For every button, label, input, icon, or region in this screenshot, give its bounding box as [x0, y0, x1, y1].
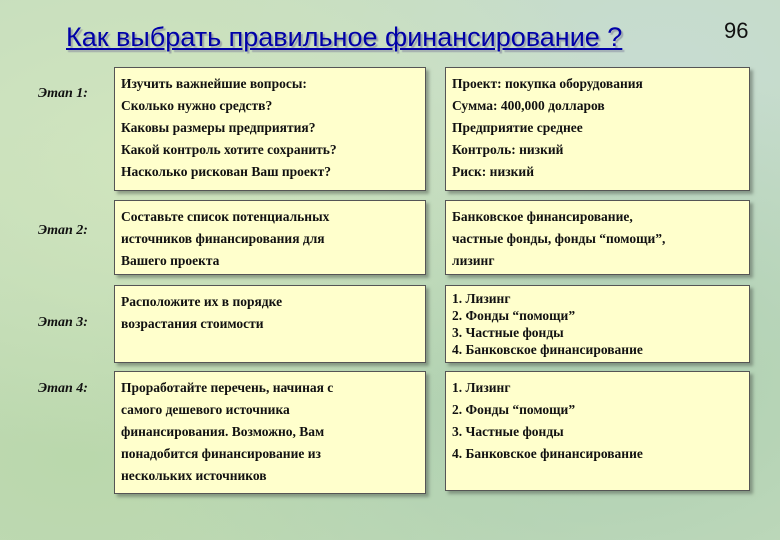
stage-2-example-line: Банковское финансирование, [452, 209, 633, 224]
stage-4-instruction-line: финансирования. Возможно, Вам [121, 424, 325, 439]
stage-2-instructions [114, 200, 426, 275]
stage-3-instructions [114, 285, 426, 363]
slide-title: Как выбрать правильное финансирование ? [66, 22, 623, 52]
stage-4-instruction-line: понадобится финансирование из [121, 446, 321, 461]
stage-2-label: Этап 2: [38, 223, 88, 238]
stage-1-example-line: Сумма: 400,000 долларов [452, 98, 605, 113]
stage-4-example-line: 1. Лизинг [452, 380, 511, 395]
stage-1-instruction-line: Изучить важнейшие вопросы: [121, 76, 307, 91]
page-number: 96 [724, 18, 749, 43]
stage-3-instruction-line: возрастания стоимости [121, 316, 264, 331]
stage-4-label: Этап 4: [38, 381, 88, 396]
stage-4-example-line: 4. Банковское финансирование [452, 446, 643, 461]
stage-4-instruction-line: самого дешевого источника [121, 402, 290, 417]
stage-3-example-line: 2. Фонды “помощи” [452, 308, 576, 323]
stage-3-example [445, 285, 750, 363]
stage-1-example-line: Проект: покупка оборудования [452, 76, 643, 91]
stage-1-label: Этап 1: [38, 86, 88, 101]
stage-2-instruction-line: источников финансирования для [121, 231, 325, 246]
stage-4-example-line: 3. Частные фонды [452, 424, 564, 439]
stage-1-example-line: Контроль: низкий [452, 142, 564, 157]
stage-3-label: Этап 3: [38, 315, 88, 330]
stage-3-instruction-line: Расположите их в порядке [121, 294, 283, 309]
stage-1-example [445, 67, 750, 191]
stage-1-example-line: Риск: низкий [452, 164, 534, 179]
stage-1-instruction-line: Какой контроль хотите сохранить? [121, 142, 337, 157]
stage-4-example-line: 2. Фонды “помощи” [452, 402, 576, 417]
stage-2-instruction-line: Составьте список потенциальных [121, 209, 330, 224]
stage-1-instruction-line: Каковы размеры предприятия? [121, 120, 316, 135]
stage-1-instruction-line: Сколько нужно средств? [121, 98, 273, 113]
stage-3-example-line: 3. Частные фонды [452, 325, 564, 340]
stage-2-example-line: частные фонды, фонды “помощи”, [452, 231, 666, 246]
stage-2-example [445, 200, 750, 275]
stage-3-example-line: 4. Банковское финансирование [452, 342, 643, 357]
stage-1-instruction-line: Насколько рискован Ваш проект? [121, 164, 332, 179]
stage-2-instruction-line: Вашего проекта [121, 253, 220, 268]
stage-1-instructions [114, 67, 426, 191]
stage-4-example [445, 371, 750, 491]
stage-1-example-line: Предприятие среднее [452, 120, 583, 135]
stage-4-instruction-line: Проработайте перечень, начиная с [121, 380, 334, 395]
stage-4-instruction-line: нескольких источников [121, 468, 267, 483]
stage-3-example-line: 1. Лизинг [452, 291, 511, 306]
stage-4-instructions [114, 371, 426, 494]
stage-2-example-line: лизинг [452, 253, 495, 268]
